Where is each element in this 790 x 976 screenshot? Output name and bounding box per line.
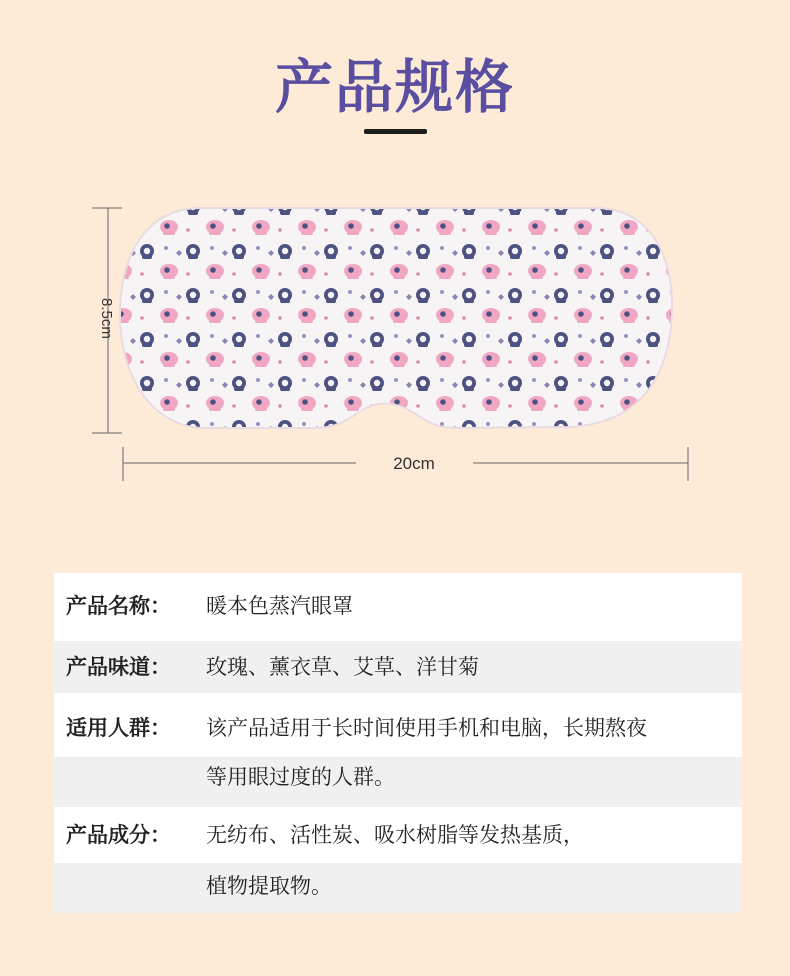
height-dimension-label: 8.5cm <box>98 297 115 339</box>
spec-value: 玫瑰、薰衣草、艾草、洋甘菊 <box>206 655 479 679</box>
spec-label: 产品名称： <box>66 594 171 618</box>
spec-label: 适用人群： <box>66 716 171 740</box>
spec-value: 该产品适用于长时间使用手机和电脑，长期熬夜 <box>206 716 647 740</box>
spec-label: 产品味道： <box>66 655 171 679</box>
spec-table <box>54 573 742 913</box>
spec-value: 无纺布、活性炭、吸水树脂等发热基质， <box>206 823 584 847</box>
spec-value: 暖本色蒸汽眼罩 <box>206 594 353 618</box>
spec-value: 等用眼过度的人群。 <box>206 765 395 789</box>
spec-row-audience-2 <box>54 757 742 807</box>
spec-label: 产品成分： <box>66 823 171 847</box>
spec-row-audience-1 <box>54 693 742 757</box>
title-divider <box>364 129 427 134</box>
page-title: 产品规格 <box>274 53 515 121</box>
spec-row-ingredients-2 <box>54 863 742 913</box>
spec-row-flavor <box>54 641 742 693</box>
width-dimension-label: 20cm <box>393 454 435 473</box>
eye-mask-illustration <box>90 195 700 495</box>
spec-row-name <box>54 573 742 641</box>
spec-value: 植物提取物。 <box>206 874 332 898</box>
spec-row-ingredients-1 <box>54 807 742 863</box>
